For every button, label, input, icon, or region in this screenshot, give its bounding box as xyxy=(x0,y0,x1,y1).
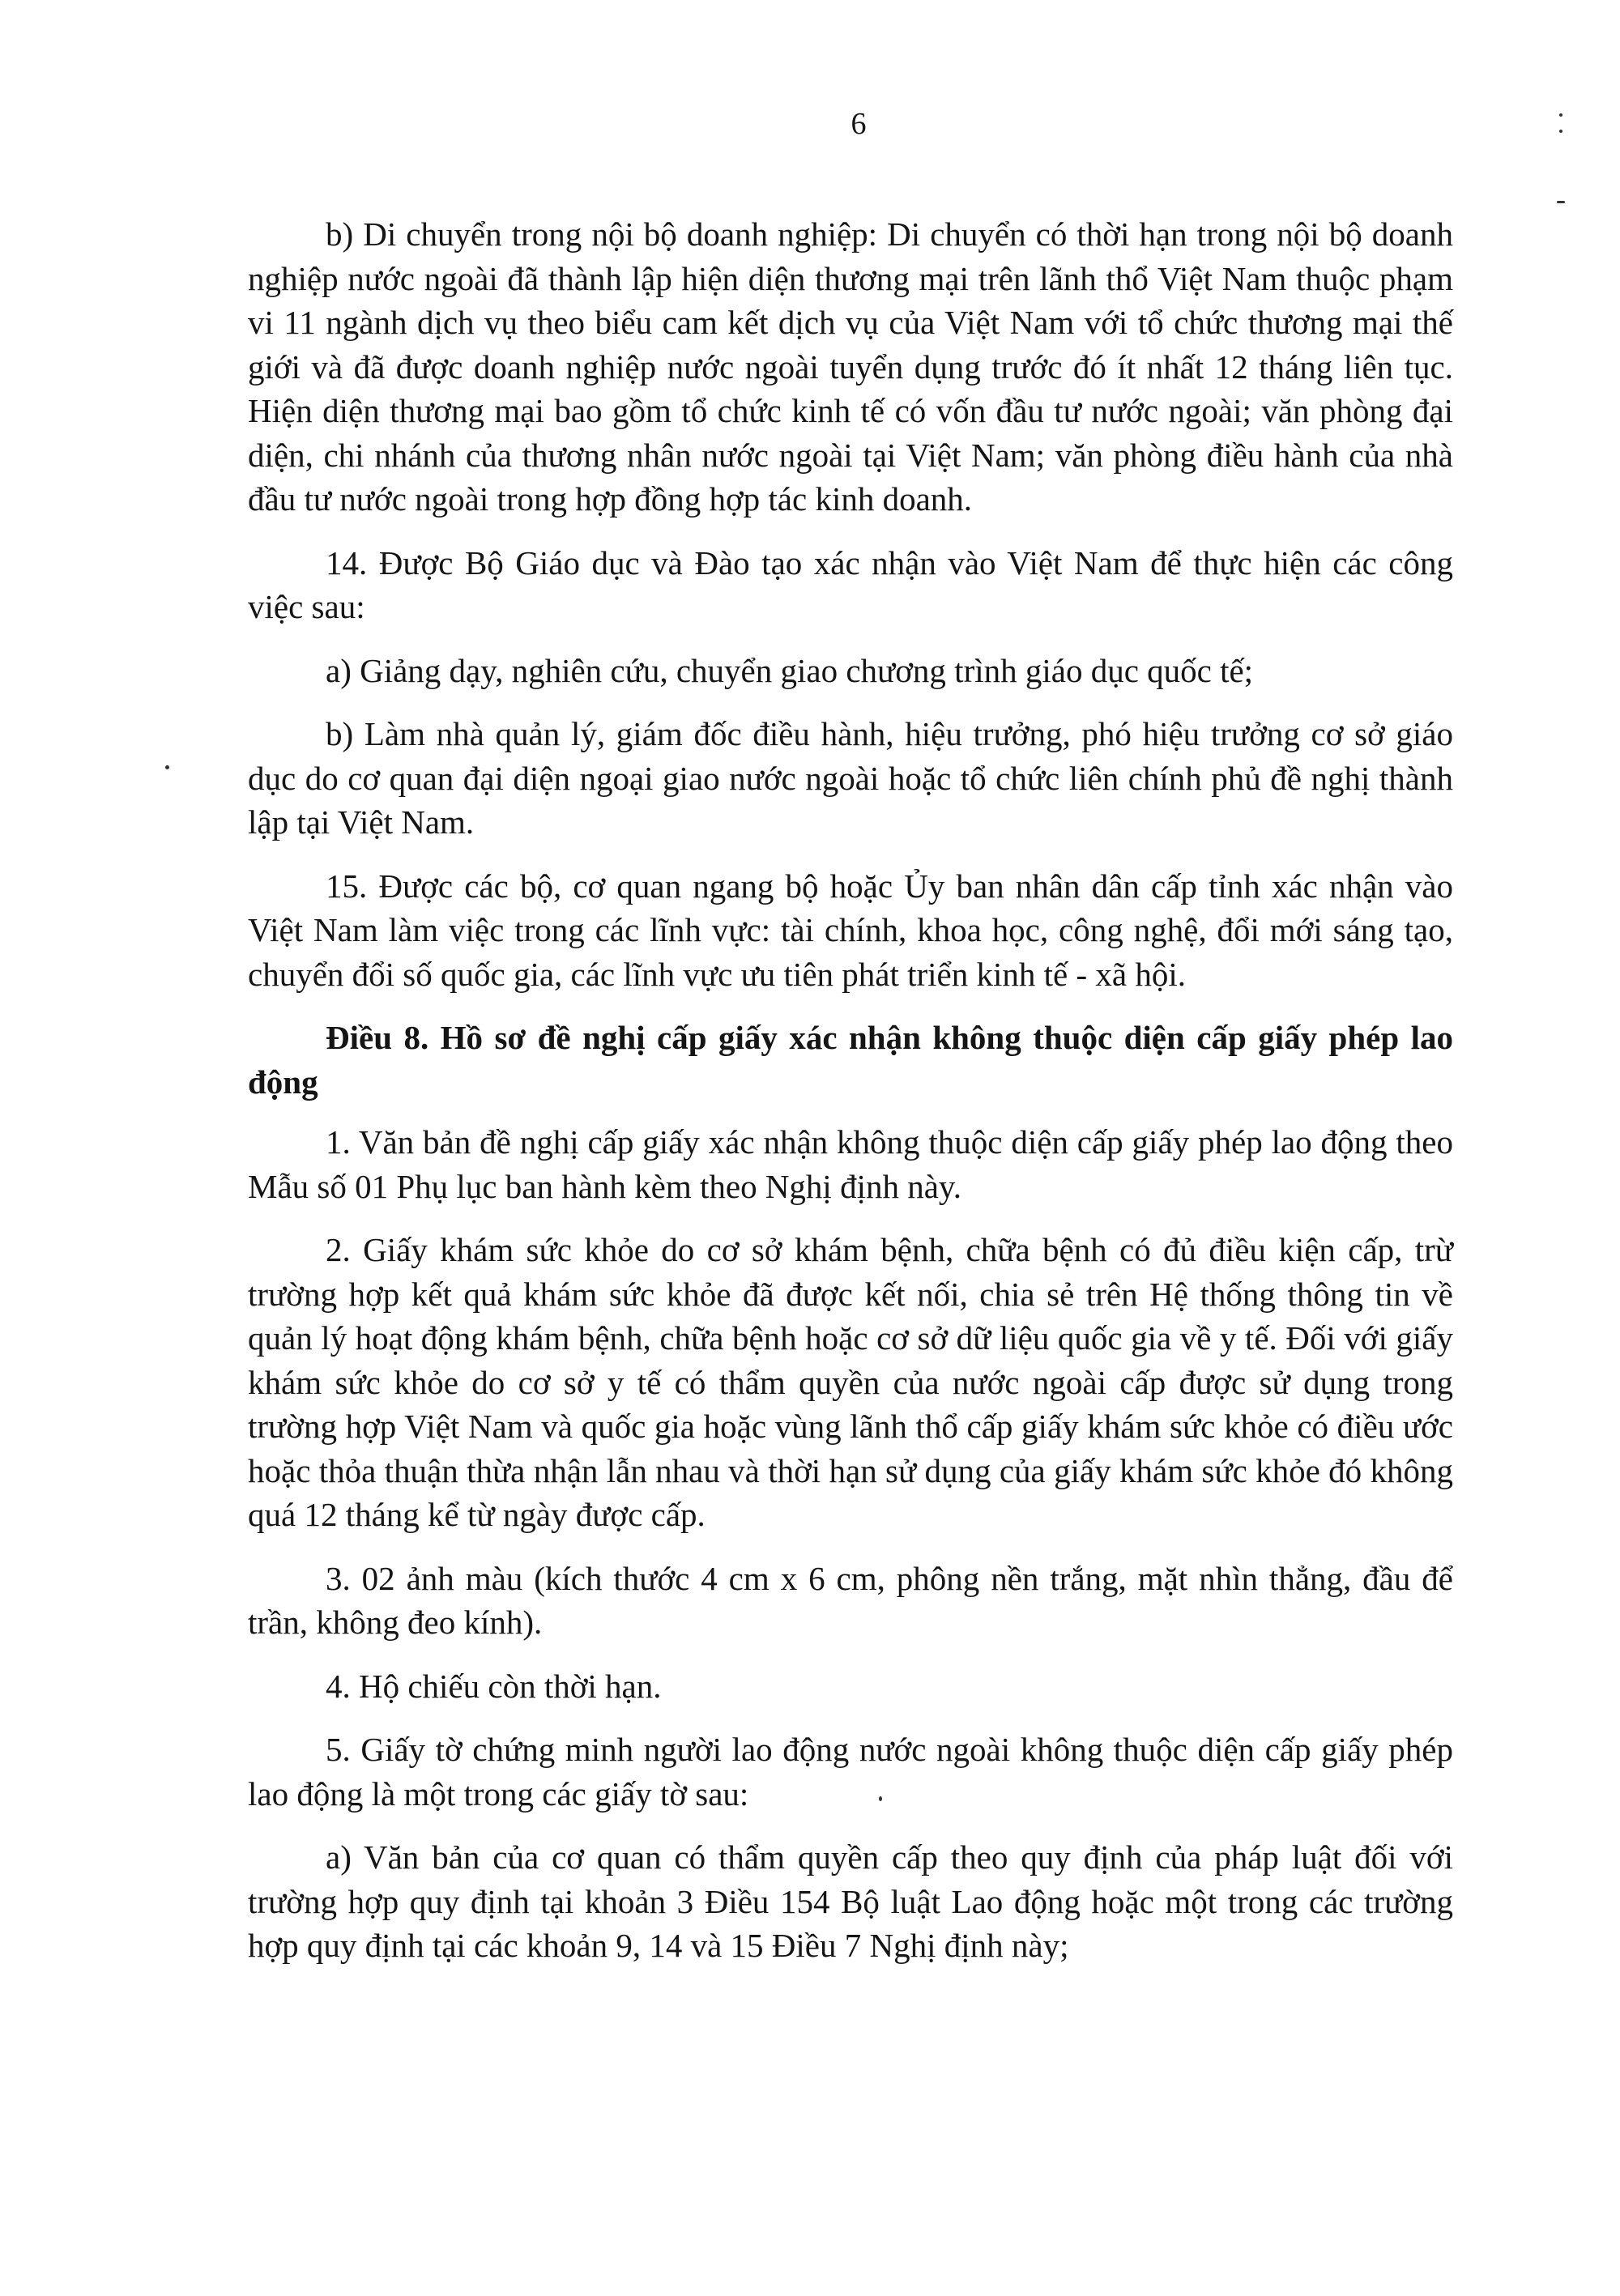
paragraph-clause-15: 15. Được các bộ, cơ quan ngang bộ hoặc Ủy ban nhân dân cấp tỉnh xác nhận vào Việt Nam làm việc trong các lĩnh vực: tài chính, khoa học, công nghệ, đổi mới sáng tạo, chuyển đổi số quốc gia, các lĩnh vực ưu tiên phát triển kinh tế - xã hội. xyxy=(248,867,1453,993)
scan-speck xyxy=(879,1796,882,1801)
article-8-item-4: 4. Hộ chiếu còn thời hạn. xyxy=(326,1667,662,1705)
article-8-item-1: 1. Văn bản đề nghị cấp giấy xác nhận không thuộc diện cấp giấy phép lao động theo Mẫu số 01 Phụ lục ban hành kèm theo Nghị định này. xyxy=(248,1123,1453,1205)
scan-speck xyxy=(165,765,169,769)
article-8-heading: Điều 8. Hồ sơ đề nghị cấp giấy xác nhận không thuộc diện cấp giấy phép lao động xyxy=(248,1019,1453,1101)
scan-speck xyxy=(1557,201,1565,203)
page-number: 6 xyxy=(850,107,867,141)
paragraph-clause-14b: b) Làm nhà quản lý, giám đốc điều hành, hiệu trưởng, phó hiệu trưởng cơ sở giáo dục do cơ quan đại diện ngoại giao nước ngoài hoặc tổ chức liên chính phủ đề nghị thành lập tại Việt Nam. xyxy=(248,715,1453,841)
scan-speck xyxy=(1559,113,1562,117)
article-8-item-5: 5. Giấy tờ chứng minh người lao động nước ngoài không thuộc diện cấp giấy phép lao động là một trong các giấy tờ sau: xyxy=(248,1731,1453,1813)
paragraph-clause-14a: a) Giảng dạy, nghiên cứu, chuyển giao chương trình giáo dục quốc tế; xyxy=(326,651,1254,689)
article-8-item-5a: a) Văn bản của cơ quan có thẩm quyền cấp theo quy định của pháp luật đối với trường hợp quy định tại khoản 3 Điều 154 Bộ luật Lao động hoặc một trong các trường hợp quy định tại các khoản 9, 14 và 15 Điều 7 Nghị định này; xyxy=(248,1838,1453,1964)
scan-speck xyxy=(1559,130,1562,133)
article-8-item-2: 2. Giấy khám sức khỏe do cơ sở khám bệnh, chữa bệnh có đủ điều kiện cấp, trừ trường hợp kết quả khám sức khỏe đã được kết nối, chia sẻ trên Hệ thống thông tin về quản lý hoạt động khám bệnh, chữa bệnh hoặc cơ sở dữ liệu quốc gia về y tế. Đối với giấy khám sức khỏe do cơ sở y tế có thẩm quyền của nước ngoài cấp được sử dụng trong trường hợp Việt Nam và quốc gia hoặc vùng lãnh thổ cấp giấy khám sức khỏe có điều ước hoặc thỏa thuận thừa nhận lẫn nhau và thời hạn sử dụng của giấy khám sức khỏe đó không quá 12 tháng kể từ ngày được cấp. xyxy=(248,1231,1453,1533)
article-8-item-3: 3. 02 ảnh màu (kích thước 4 cm x 6 cm, phông nền trắng, mặt nhìn thẳng, đầu để trần, không đeo kính). xyxy=(248,1559,1453,1641)
paragraph-clause-14: 14. Được Bộ Giáo dục và Đào tạo xác nhận vào Việt Nam để thực hiện các công việc sau: xyxy=(248,543,1453,625)
document-body xyxy=(248,212,1453,1987)
paragraph-intra-corporate-transfer: b) Di chuyển trong nội bộ doanh nghiệp: Di chuyển có thời hạn trong nội bộ doanh nghiệp nước ngoài đã thành lập hiện diện thương mại trên lãnh thổ Việt Nam thuộc phạm vi 11 ngành dịch vụ theo biểu cam kết dịch vụ của Việt Nam với tổ chức thương mại thế giới và đã được doanh nghiệp nước ngoài tuyển dụng trước đó ít nhất 12 tháng liên tục. Hiện diện thương mại bao gồm tổ chức kinh tế có vốn đầu tư nước ngoài; văn phòng đại diện, chi nhánh của thương nhân nước ngoài tại Việt Nam; văn phòng điều hành của nhà đầu tư nước ngoài trong hợp đồng hợp tác kinh doanh. xyxy=(248,215,1453,518)
